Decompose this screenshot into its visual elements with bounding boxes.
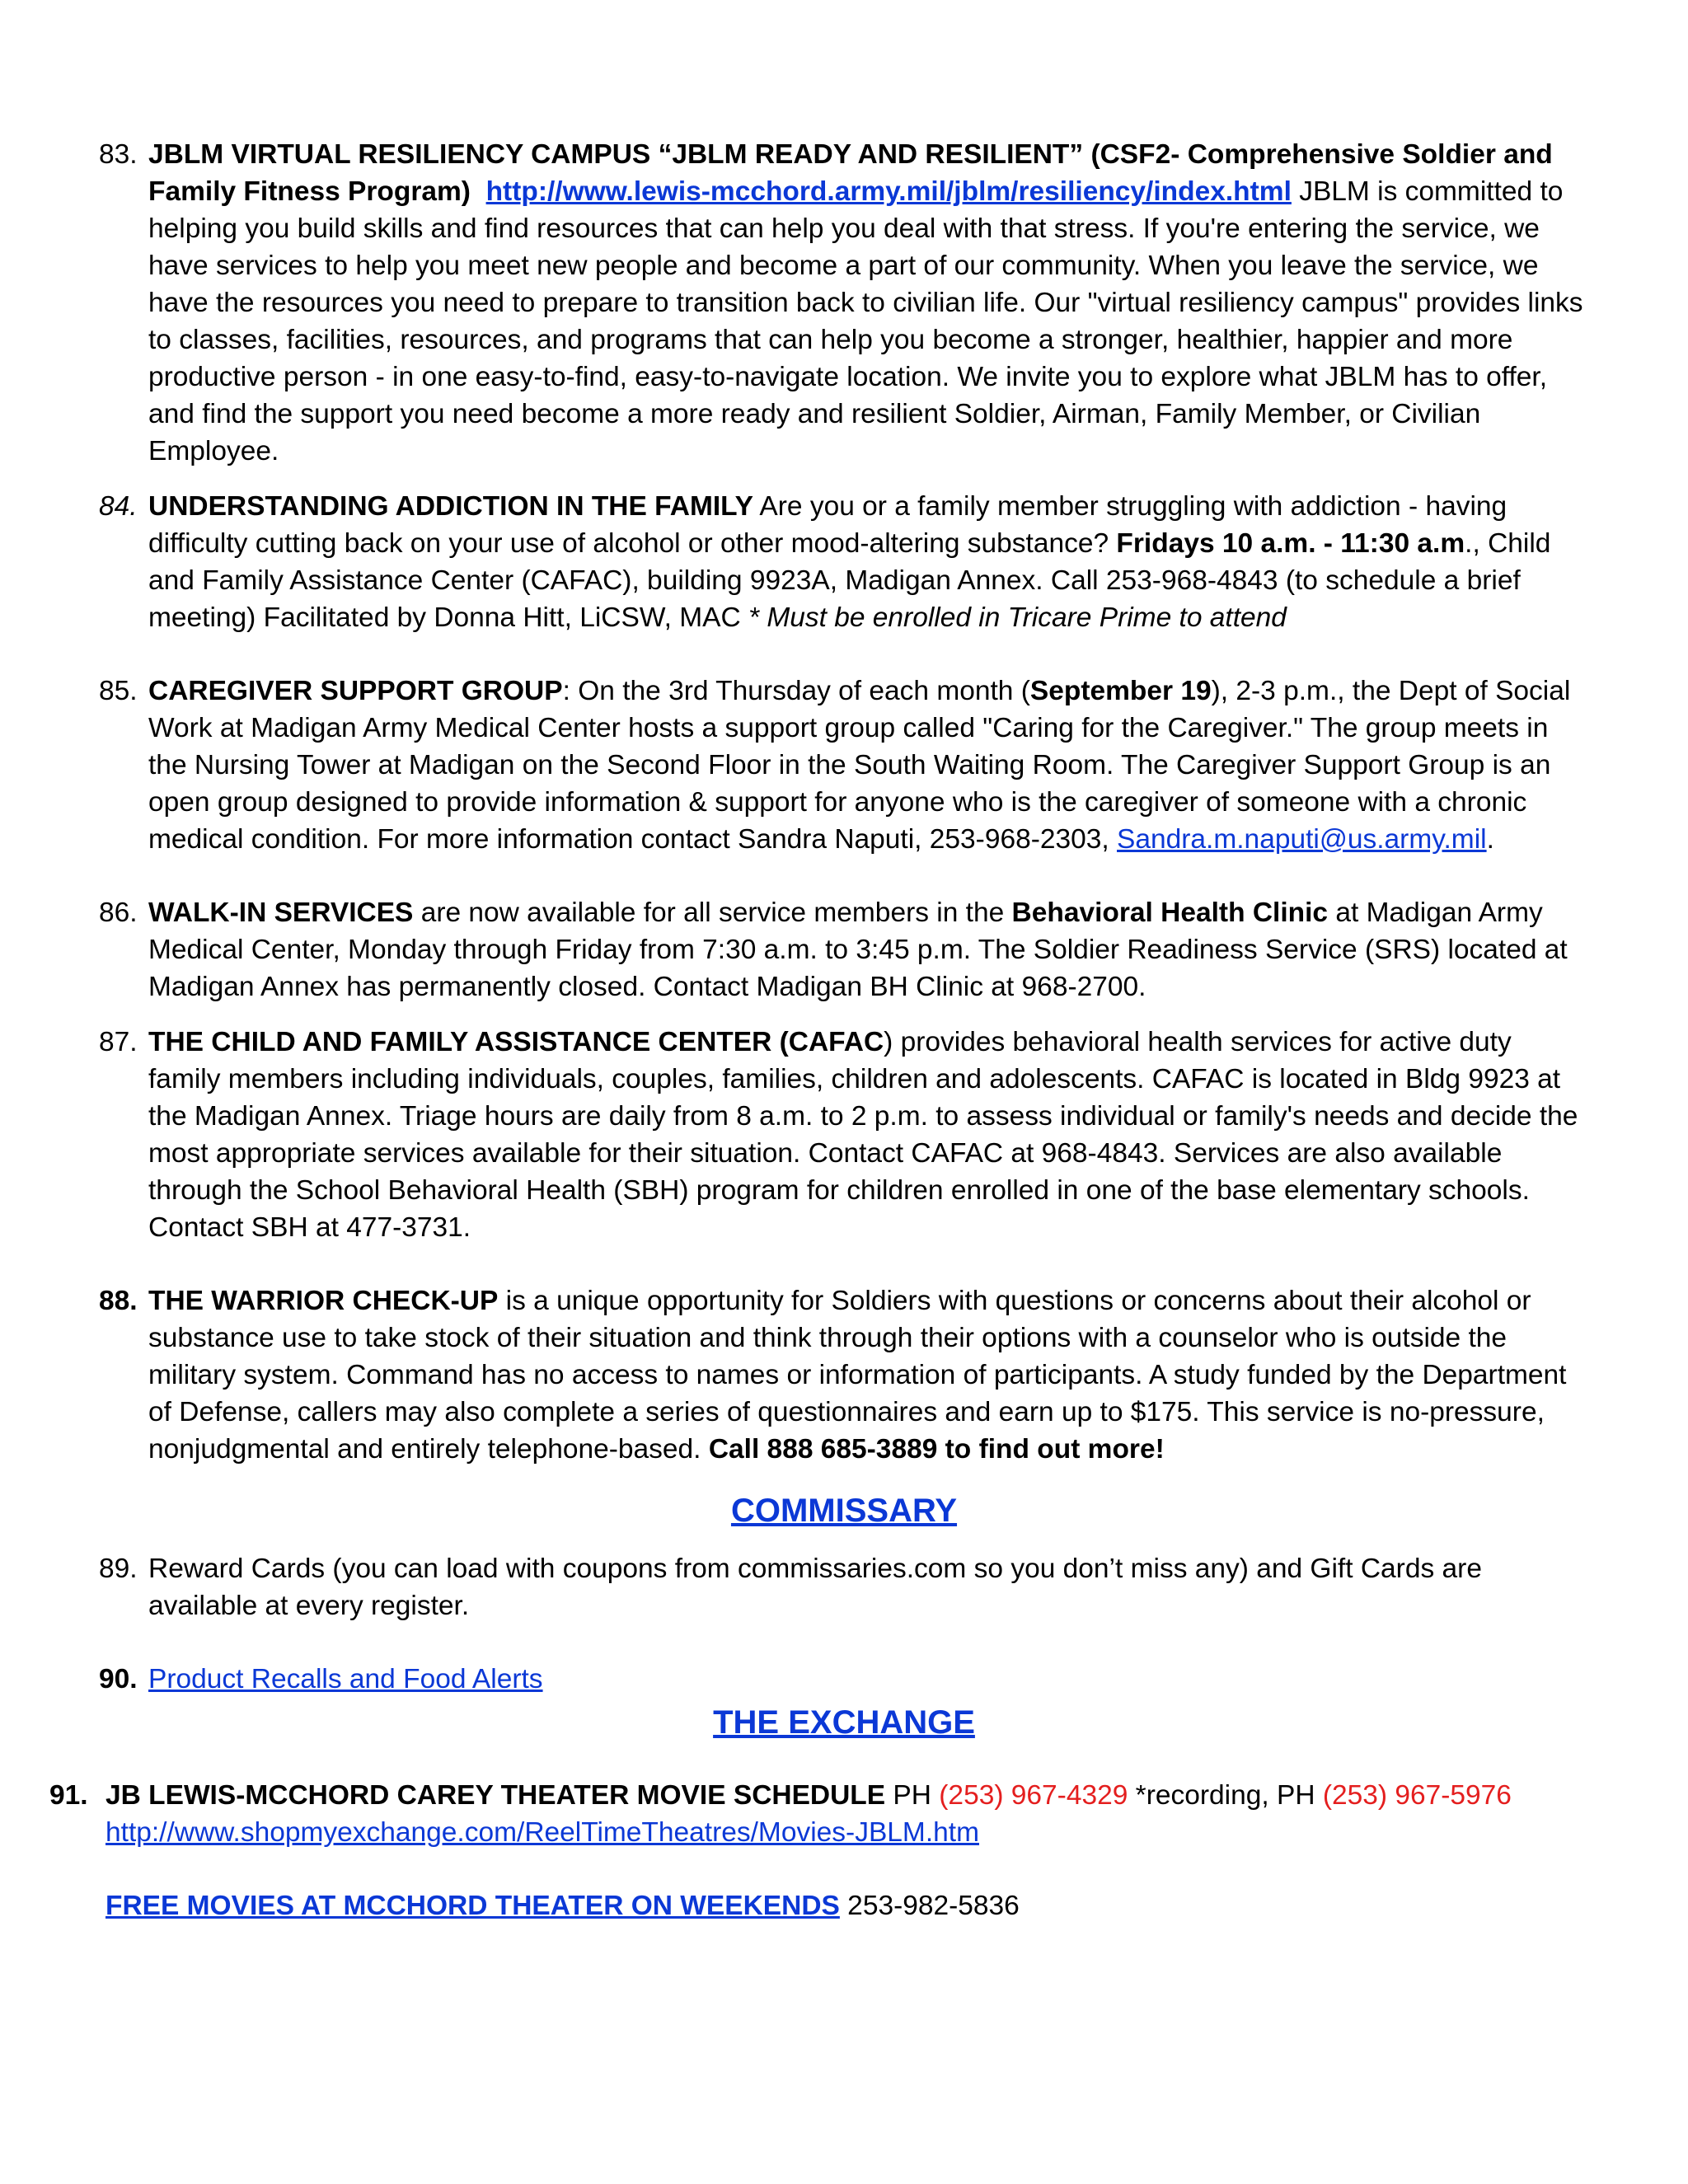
item-body: : On the 3rd Thursday of each month (: [562, 676, 1030, 706]
item-body: Are you or a family member struggling with addiction - having difficulty cutting back on your use of alcohol or other mood-altering substance?: [148, 491, 1507, 559]
list-item-83: [99, 136, 1589, 470]
item-number: 89.: [99, 1554, 138, 1584]
item-title: THE WARRIOR CHECK-UP: [148, 1286, 499, 1316]
item-number: 88.: [99, 1286, 138, 1316]
list-item-85: [99, 673, 1589, 858]
item-body: are now available for all service members in the: [413, 898, 1012, 928]
item-number: 90.: [99, 1664, 138, 1694]
resiliency-campus-link[interactable]: http://www.lewis-mcchord.army.mil/jblm/resiliency/index.html: [485, 176, 1292, 207]
item-number: 91.: [49, 1780, 88, 1811]
list-item-89: [99, 1550, 1589, 1624]
item-number: 86.: [99, 898, 138, 928]
phone-label: PH: [885, 1780, 940, 1811]
list-item-87: [99, 1024, 1589, 1246]
item-number: 87.: [99, 1027, 138, 1057]
item-body: ., Child and Family Assistance Center (CAFAC), building 9923A, Madigan Annex. Call 253-968-4843 (to schedule a brief meeting) Facilitated by Donna Hitt, LiCSW, MAC: [148, 528, 1551, 633]
product-recalls-link[interactable]: Product Recalls and Food Alerts: [148, 1664, 543, 1694]
item-title: JBLM VIRTUAL RESILIENCY CAMPUS “JBLM READY AND RESILIENT” (CSF2- Comprehensive Soldier and Family Fitness Program): [148, 139, 1553, 207]
free-movies-line: [106, 1887, 1589, 1924]
free-movies-link[interactable]: FREE MOVIES AT MCCHORD THEATER ON WEEKENDS: [106, 1891, 840, 1921]
item-body: ), 2-3 p.m., the Dept of Social Work at Madigan Army Medical Center hosts a support group called "Caring for the Caregiver." The group meets in the Nursing Tower at Madigan on the Second Floor in the South Waiting Room. The Caregiver Support Group is an open group designed to provide information & support for anyone who is the caregiver of someone with a chronic medical condition. For more information contact Sandra Naputi, 253-968-2303,: [148, 676, 1571, 855]
item-body: JBLM is committed to helping you build skills and find resources that can help you deal with that stress. If you're entering the service, we have services to help you meet new people and become a part of our community. When you leave the service, we have the resources you need to prepare to transition back to civilian life. Our "virtual resiliency campus" provides links to classes, facilities, resources, and programs that can help you become a stronger, healthier, happier and more productive person - in one easy-to-find, easy-to-navigate location. We invite you to explore what JBLM has to offer, and find the support you need become a more ready and resilient Soldier, Airman, Family Member, or Civilian Employee.: [148, 176, 1583, 466]
meeting-date: September 19: [1029, 676, 1212, 706]
theater-phone: (253) 967-4329: [939, 1780, 1128, 1811]
exchange-heading[interactable]: THE EXCHANGE: [713, 1704, 975, 1741]
item-title: THE CHILD AND FAMILY ASSISTANCE CENTER (CAFAC: [148, 1027, 884, 1057]
enrollment-note: * Must be enrolled in Tricare Prime to attend: [748, 602, 1287, 633]
list-item-88: [99, 1282, 1589, 1468]
item-title: WALK-IN SERVICES: [148, 898, 414, 928]
list-item-90: [99, 1661, 1589, 1698]
item-number: 85.: [99, 676, 138, 706]
item-number: 84.: [99, 491, 138, 522]
item-title: CAREGIVER SUPPORT GROUP: [148, 676, 563, 706]
movie-schedule-link[interactable]: http://www.shopmyexchange.com/ReelTimeTheatres/Movies-JBLM.htm: [106, 1817, 979, 1848]
item-body: ) provides behavioral health services for active duty family members including individuals, couples, families, children and adolescents. CAFAC is located in Bldg 9923 at the Madigan Annex. Triage hours are daily from 8 a.m. to 2 p.m. to assess individual or family's needs and decide the most appropriate services available for their situation. Contact CAFAC at 968-4843. Services are also available through the School Behavioral Health (SBH) program for children enrolled in one of the base elementary schools. Contact SBH at 477-3731.: [148, 1027, 1578, 1243]
item-body: is a unique opportunity for Soldiers with questions or concerns about their alcohol or substance use to take stock of their situation and think through their options with a counselor who is outside the military system. Command has no access to names or information of participants. A study funded by the Department of Defense, callers may also complete a series of questionnaires and earn up to $175. This service is no-pressure, nonjudgmental and entirely telephone-based.: [148, 1286, 1567, 1465]
meeting-time: Fridays 10 a.m. - 11:30 a.m: [1116, 528, 1465, 559]
item-number: 83.: [99, 139, 138, 170]
list-item-91: [49, 1777, 1589, 1851]
free-movies-phone: 253-982-5836: [839, 1891, 1020, 1921]
list-item-86: [99, 894, 1589, 1005]
item-title: UNDERSTANDING ADDICTION IN THE FAMILY: [148, 491, 753, 522]
theater-phone-2: (253) 967-5976: [1322, 1780, 1512, 1811]
item-body-end: .: [1486, 824, 1494, 855]
call-to-action: Call 888 685-3889 to find out more!: [708, 1434, 1165, 1465]
item-body: at Madigan Army Medical Center, Monday through Friday from 7:30 a.m. to 3:45 p.m. The Soldier Readiness Service (SRS) located at Madigan Annex has permanently closed. Contact Madigan BH Clinic at 968-2700.: [148, 898, 1568, 1002]
commissary-heading[interactable]: COMMISSARY: [730, 1493, 958, 1529]
item-body: Reward Cards (you can load with coupons from commissaries.com so you don’t miss any) and Gift Cards are available at every register.: [148, 1554, 1482, 1621]
email-link[interactable]: Sandra.m.naputi@us.army.mil: [1117, 824, 1487, 855]
item-title: JB LEWIS-MCCHORD CAREY THEATER MOVIE SCHEDULE: [106, 1780, 886, 1811]
recording-label: *recording, PH: [1128, 1780, 1323, 1811]
clinic-name: Behavioral Health Clinic: [1011, 898, 1329, 928]
list-item-84: [99, 488, 1589, 636]
